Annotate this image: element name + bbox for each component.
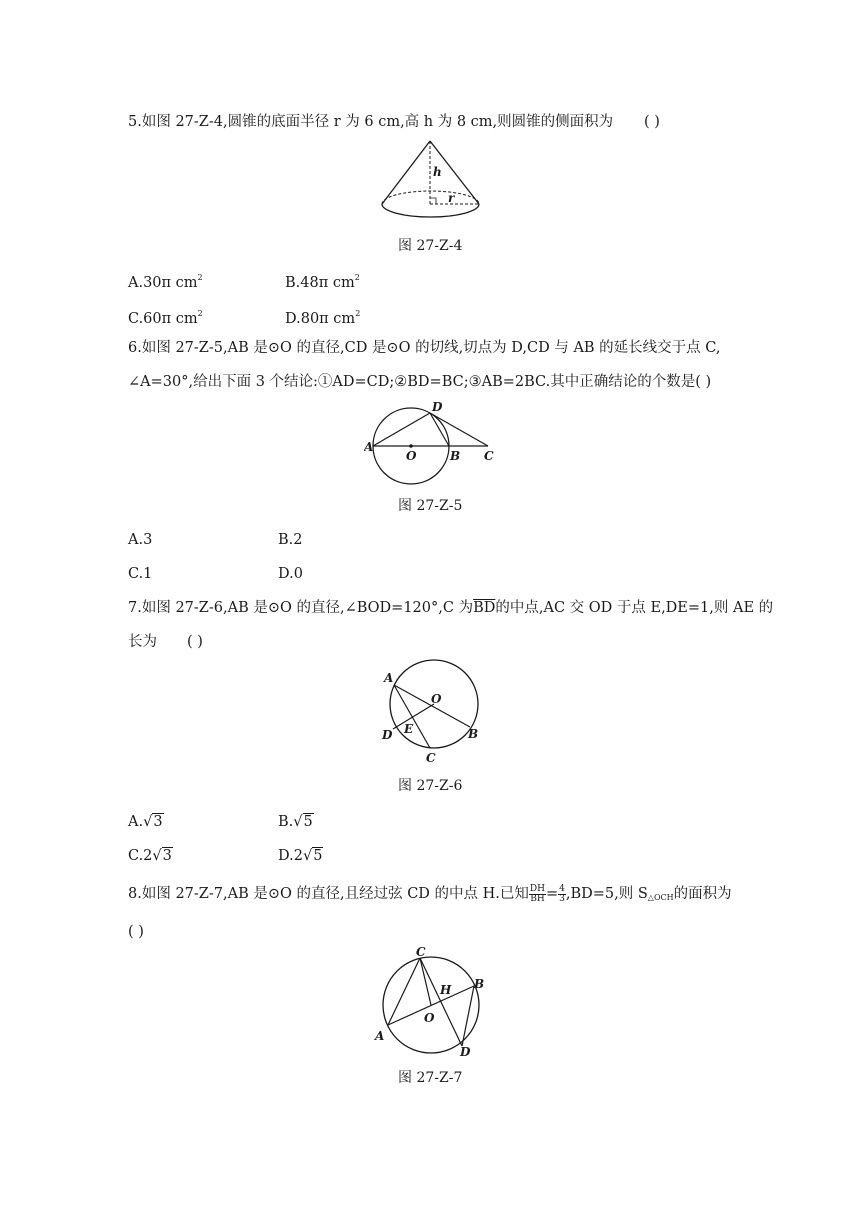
q8-frac1-den: BH <box>530 893 545 904</box>
q6-label-o: O <box>406 449 417 463</box>
q7-option-c-prefix: C.2 <box>128 848 153 864</box>
q8-chord-bd <box>462 986 474 1046</box>
q7-option-d <box>278 846 323 866</box>
q6-center-dot <box>409 444 413 448</box>
q5-option-a <box>128 268 203 293</box>
q8-equals: = <box>545 886 559 902</box>
q7-option-b-radicand: 5 <box>303 814 313 830</box>
q7-option-d-radicand: 5 <box>313 848 323 864</box>
q7-circle-figure <box>378 658 488 766</box>
q6-stem-line1: 6.如图 27-Z-5,AB 是⊙O 的直径,CD 是⊙O 的切线,切点为 D,CD 与 AB 的延长线交于点 C, <box>128 340 721 356</box>
q7-option-d-prefix: D.2 <box>278 848 303 864</box>
q6-option-c: C.1 <box>128 566 153 582</box>
q5-option-b <box>285 268 360 293</box>
q8-caption: 图 27-Z-7 <box>398 1070 463 1086</box>
q8-stem-line1 <box>128 882 732 910</box>
q6-tangent-cd <box>430 413 488 446</box>
q7-option-a <box>128 812 164 832</box>
cone-label-h: h <box>433 165 442 179</box>
q5-option-d <box>285 304 360 329</box>
q7-option-a-prefix: A. <box>128 814 144 830</box>
q8-circle-figure <box>370 946 494 1058</box>
cone-left-slant <box>382 141 430 204</box>
q7-label-c: C <box>426 751 436 765</box>
q6-circle-figure <box>364 398 504 490</box>
q7-label-a: A <box>384 671 394 685</box>
q8-chord-cd <box>420 958 462 1046</box>
q5-stem <box>128 112 613 132</box>
q5-option-b-text: B.48π cm <box>285 275 355 291</box>
q7-option-a-radicand: 3 <box>153 814 163 830</box>
q7-option-d-sqrt: √5 <box>302 848 323 864</box>
q6-label-d: D <box>432 400 443 414</box>
q6-label-a: A <box>364 440 374 454</box>
q6-option-a: A.3 <box>128 532 153 548</box>
q7-option-b-sqrt: √5 <box>293 814 313 830</box>
q7-option-b <box>278 812 314 832</box>
q7-label-d: D <box>382 728 393 742</box>
q7-stem-pre: 7.如图 27-Z-6,AB 是⊙O 的直径,∠BOD=120°,C 为 <box>128 600 474 616</box>
q8-label-b: B <box>474 977 485 991</box>
q8-fraction-4-3 <box>558 885 566 904</box>
q7-option-c-radicand: 3 <box>162 848 172 864</box>
q5-stem-text: 5.如图 27-Z-4,圆锥的底面半径 r 为 6 cm,高 h 为 8 cm,则圆锥的侧面积为 <box>128 114 614 130</box>
q7-stem-line1 <box>128 598 773 618</box>
q8-label-o: O <box>424 1011 435 1025</box>
q7-radius-od <box>393 704 434 729</box>
cone-base-front <box>382 204 479 217</box>
q8-label-a: A <box>375 1029 385 1043</box>
q8-segment-oc <box>420 958 431 1005</box>
q8-chord-ac <box>388 958 420 1025</box>
q8-fraction-dh-bh <box>529 885 546 904</box>
q5-option-d-sup: 2 <box>355 309 361 318</box>
q7-option-c <box>128 846 173 866</box>
q7-arc-bd: $\overline{BD}$ <box>473 600 496 616</box>
q7-label-b: B <box>468 727 479 741</box>
q6-label-b: B <box>450 449 461 463</box>
q7-label-e: E <box>404 722 414 736</box>
q8-stem-pre: 8.如图 27-Z-7,AB 是⊙O 的直径,且经过弦 CD 的中点 H.已知 <box>128 886 529 902</box>
q6-caption: 图 27-Z-5 <box>398 498 463 514</box>
q6-option-d: D.0 <box>278 566 303 582</box>
q8-stem-post: 的面积为 <box>673 886 732 902</box>
q8-label-d: D <box>460 1045 471 1058</box>
q7-caption: 图 27-Z-6 <box>398 778 463 794</box>
q8-frac1-num: DH <box>529 883 545 894</box>
q6-chord-ad <box>373 413 430 446</box>
q8-triangle-subscript: △OCH <box>647 893 674 902</box>
q5-answer-paren: ( ) <box>644 114 660 130</box>
q5-option-b-sup: 2 <box>354 273 360 282</box>
q7-stem-line2-text: 长为 <box>128 634 157 650</box>
q8-label-h: H <box>440 983 452 997</box>
q7-option-a-sqrt: √3 <box>143 814 163 830</box>
q5-option-c <box>128 304 203 329</box>
q5-option-c-text: C.60π cm <box>128 311 198 327</box>
q7-label-o: O <box>431 692 442 706</box>
q5-option-d-text: D.80π cm <box>285 311 356 327</box>
q7-stem-post: 的中点,AC 交 OD 于点 E,DE=1,则 AE 的 <box>495 600 774 616</box>
q5-option-a-sup: 2 <box>197 273 203 282</box>
q5-option-a-text: A.30π cm <box>128 275 198 291</box>
q8-stem-mid: ,BD=5,则 S <box>565 886 648 902</box>
q5-caption: 图 27-Z-4 <box>398 238 463 254</box>
q8-frac2-den: 3 <box>559 893 565 904</box>
cone-right-angle <box>430 198 436 204</box>
cone-label-r: r <box>448 191 455 205</box>
q7-answer-paren: ( ) <box>187 634 203 650</box>
q6-option-b: B.2 <box>278 532 303 548</box>
q8-label-c: C <box>416 946 426 959</box>
q8-answer-paren: ( ) <box>128 924 144 940</box>
q5-option-c-sup: 2 <box>197 309 203 318</box>
q7-stem-line2 <box>128 632 203 652</box>
q6-label-c: C <box>484 449 494 463</box>
q7-option-b-prefix: B. <box>278 814 294 830</box>
q5-cone-figure <box>378 136 484 228</box>
q6-stem-line2: ∠A=30°,给出下面 3 个结论:①AD=CD;②BD=BC;③AB=2BC.其中正确结论的个数是( ) <box>128 374 712 390</box>
q8-frac2-num: 4 <box>559 883 565 894</box>
q7-option-c-sqrt: √3 <box>152 848 172 864</box>
